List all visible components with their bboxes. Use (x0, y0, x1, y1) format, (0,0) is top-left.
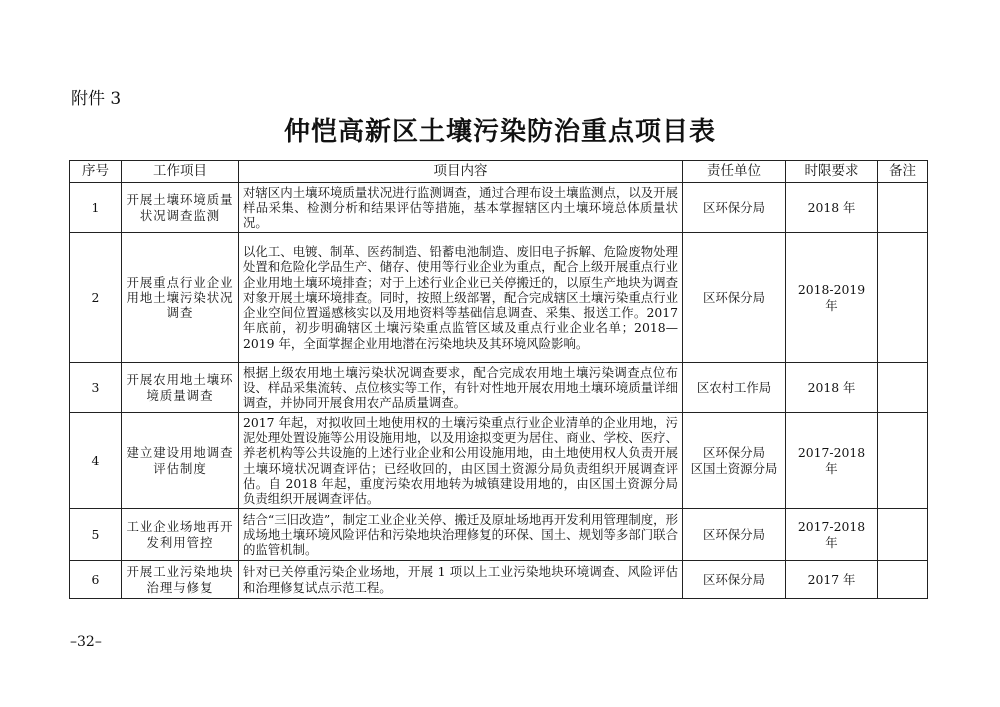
page-title: 仲恺高新区土壤污染防治重点项目表 (283, 117, 716, 147)
row-content: 根据上级农用地土壤污染状况调查要求，配合完成农用地土壤污染调查点位布设、样品采集流转、点位核实等工作，有针对性地开展农用地土壤环境质量详细调查，并协同开展食用农产品质量调查。 (239, 363, 683, 413)
row-deadline: 2018 年 (786, 363, 878, 413)
col-header-content: 项目内容 (239, 161, 683, 183)
row-remark (878, 233, 928, 363)
row-no: 3 (70, 363, 122, 413)
row-deadline: 2018 年 (786, 183, 878, 233)
row-unit: 区农村工作局 (683, 363, 786, 413)
col-header-unit: 责任单位 (683, 161, 786, 183)
row-task: 开展农用地土壤环境质量调查 (122, 363, 239, 413)
row-remark (878, 183, 928, 233)
row-no: 6 (70, 561, 122, 599)
row-remark (878, 561, 928, 599)
row-content: 针对已关停重污染企业场地，开展 1 项以上工业污染地块环境调查、风险评估和治理修复试点示范工程。 (239, 561, 683, 599)
table-row (70, 413, 928, 509)
row-remark (878, 413, 928, 509)
attachment-label: 附件 3 (71, 89, 122, 109)
row-deadline: 2018-2019 年 (786, 233, 878, 363)
table-row (70, 233, 928, 363)
col-header-remark: 备注 (878, 161, 928, 183)
row-task: 开展工业污染地块治理与修复 (122, 561, 239, 599)
row-unit: 区环保分局 (683, 233, 786, 363)
row-remark (878, 509, 928, 561)
row-no: 1 (70, 183, 122, 233)
row-content: 以化工、电镀、制革、医药制造、铅蓄电池制造、废旧电子拆解、危险废物处理处置和危险化学品生产、储存、使用等行业企业为重点，配合上级开展重点行业企业用地土壤环境排查；对于上述行业企业已关停搬迁的，以原生产地块为调查对象开展土壤环境排查。同时，按照上级部署，配合完成辖区土壤污染重点行业企业空间位置遥感核实以及用地资料等基础信息调查、采集、报送工作。2017 年底前，初步明确辖区土壤污染重点监管区域及重点行业企业名单；2018—2019 年，全面掌握企业用地潜在污染地块及其环境风险影响。 (239, 233, 683, 363)
row-unit: 区环保分局 (683, 183, 786, 233)
row-remark (878, 363, 928, 413)
row-deadline: 2017-2018 年 (786, 509, 878, 561)
col-header-deadline: 时限要求 (786, 161, 878, 183)
row-unit: 区环保分局 (683, 561, 786, 599)
row-deadline: 2017-2018 年 (786, 413, 878, 509)
row-unit: 区环保分局 区国土资源分局 (683, 413, 786, 509)
row-unit: 区环保分局 (683, 509, 786, 561)
row-task: 开展重点行业企业用地土壤污染状况调查 (122, 233, 239, 363)
page-number: –32– (70, 634, 102, 650)
row-deadline: 2017 年 (786, 561, 878, 599)
table-row (70, 509, 928, 561)
row-no: 4 (70, 413, 122, 509)
table-header-row (70, 161, 928, 183)
table-row (70, 561, 928, 599)
row-no: 5 (70, 509, 122, 561)
row-content: 2017 年起，对拟收回土地使用权的土壤污染重点行业企业清单的企业用地，污泥处理处置设施等公用设施用地，以及用途拟变更为居住、商业、学校、医疗、养老机构等公共设施的上述行业企业和公用设施用地，由土地使用权人负责开展土壤环境状况调查评估；已经收回的，由区国土资源分局负责组织开展调查评估。自 2018 年起，重度污染农用地转为城镇建设用地的，由区国土资源分局负责组织开展调查评估。 (239, 413, 683, 509)
col-header-no: 序号 (70, 161, 122, 183)
project-table (69, 160, 928, 599)
table-row (70, 183, 928, 233)
table-row (70, 363, 928, 413)
row-no: 2 (70, 233, 122, 363)
row-task: 开展土壤环境质量状况调查监测 (122, 183, 239, 233)
row-task: 工业企业场地再开发利用管控 (122, 509, 239, 561)
row-task: 建立建设用地调查评估制度 (122, 413, 239, 509)
row-content: 结合“三旧改造”，制定工业企业关停、搬迁及原址场地再开发利用管理制度，形成场地土壤环境风险评估和污染地块治理修复的环保、国土、规划等多部门联合的监管机制。 (239, 509, 683, 561)
col-header-task: 工作项目 (122, 161, 239, 183)
row-content: 对辖区内土壤环境质量状况进行监测调查，通过合理布设土壤监测点，以及开展样品采集、检测分析和结果评估等措施，基本掌握辖区内土壤环境总体质量状况。 (239, 183, 683, 233)
